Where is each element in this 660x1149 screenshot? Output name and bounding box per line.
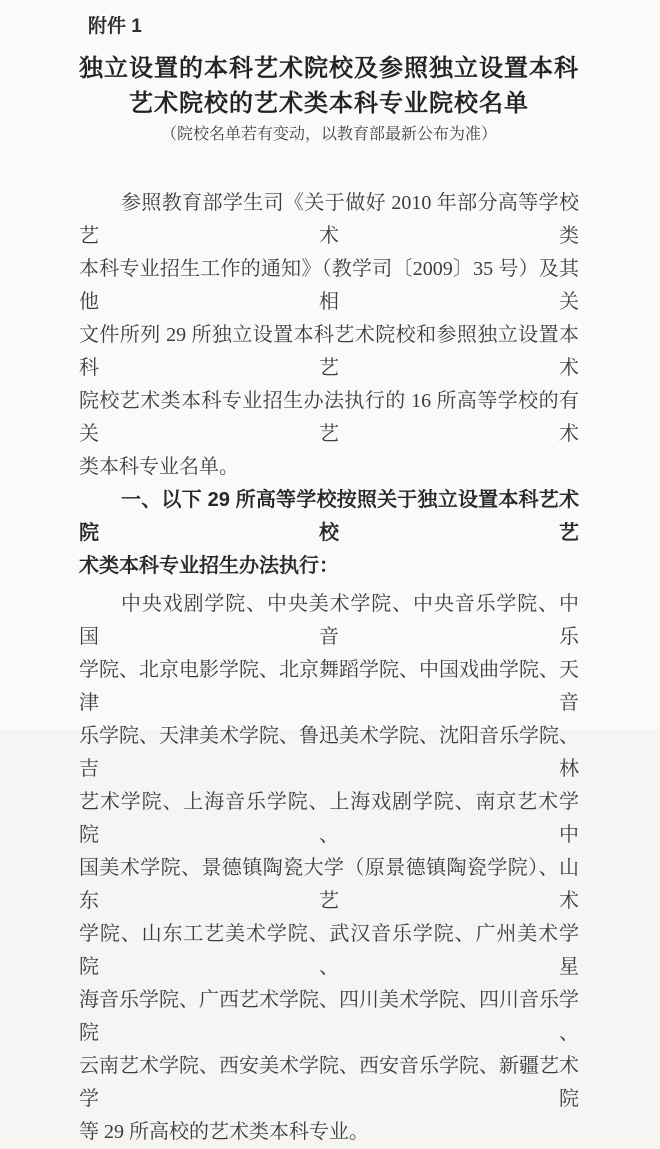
attachment-label: 附件 1 xyxy=(88,16,142,37)
text-line: 一、以下 29 所高等学校按照关于独立设置本科艺术院校艺 xyxy=(79,489,579,544)
text-line: 院校艺术类本科专业招生办法执行的 16 所高等学校的有关艺术 xyxy=(79,390,579,445)
intro-paragraph xyxy=(79,187,579,484)
text-line: 术类本科专业招生办法执行： xyxy=(79,555,339,577)
text-line: 国美术学院、景德镇陶瓷大学（原景德镇陶瓷学院）、山东艺术 xyxy=(79,857,579,912)
text-line: 海音乐学院、广西艺术学院、四川美术学院、四川音乐学院、 xyxy=(79,989,579,1044)
section-heading xyxy=(79,484,579,583)
text-line: 参照教育部学生司《关于做好 2010 年部分高等学校艺术类 xyxy=(79,192,579,247)
text-line: 艺术学院、上海音乐学院、上海戏剧学院、南京艺术学院、中 xyxy=(79,791,579,846)
document-subtitle: （院校名单若有变动，以教育部最新公布为准） xyxy=(160,126,497,143)
text-line: 学院、山东工艺美术学院、武汉音乐学院、广州美术学院、星 xyxy=(79,923,579,978)
text-line: 中央戏剧学院、中央美术学院、中央音乐学院、中国音乐 xyxy=(79,593,579,648)
document-title-line-1: 独立设置的本科艺术院校及参照独立设置本科 xyxy=(79,56,579,82)
text-line: 文件所列 29 所独立设置本科艺术院校和参照独立设置本科艺术 xyxy=(79,324,579,379)
text-line: 乐学院、天津美术学院、鲁迅美术学院、沈阳音乐学院、吉林 xyxy=(79,725,579,780)
text-line: 云南艺术学院、西安美术学院、西安音乐学院、新疆艺术学院 xyxy=(79,1055,579,1110)
document-title-line-2: 艺术院校的艺术类本科专业院校名单 xyxy=(129,91,529,117)
document-title xyxy=(79,52,579,122)
text-line: 本科专业招生工作的通知》（教学司〔2009〕35 号）及其他相关 xyxy=(79,258,579,313)
text-line: 等 29 所高校的艺术类本科专业。 xyxy=(79,1121,369,1143)
school-list-paragraph xyxy=(79,588,579,1149)
text-line: 学院、北京电影学院、北京舞蹈学院、中国戏曲学院、天津音 xyxy=(79,659,579,714)
text-line: 类本科专业名单。 xyxy=(79,456,239,478)
